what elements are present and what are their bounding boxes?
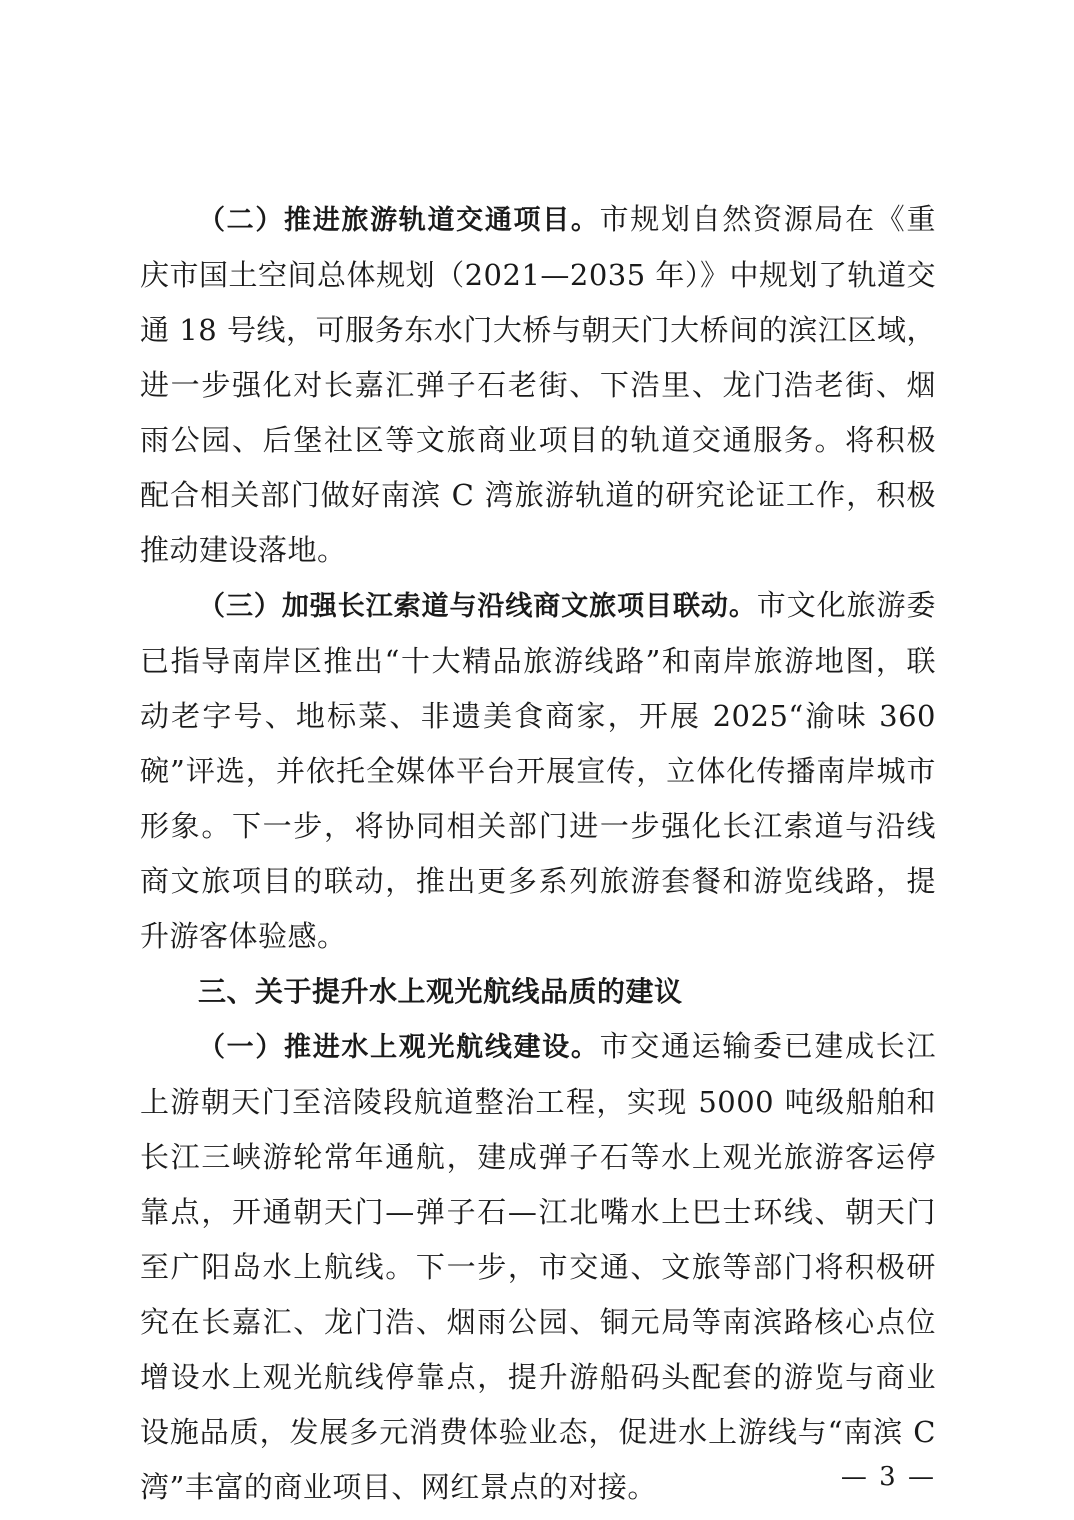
page-number: — 3 —: [840, 1462, 936, 1492]
document-body: [140, 192, 936, 1515]
paragraph-text: 市交通运输委已建成长江上游朝天门至涪陵段航道整治工程，实现 5000 吨级船舶和长江三峡游轮常年通航，建成弹子石等水上观光旅游客运停靠点，开通朝天门—弹子石—江北嘴水上巴士环线、朝天门至广阳岛水上航线。下一步，市交通、文旅等部门将积极研究在长嘉汇、龙门浩、烟雨公园、铜元局等南滨路核心点位增设水上观光航线停靠点，提升游船码头配套的游览与商业设施品质，发展多元消费体验业态，促进水上游线与“南滨 C 湾”丰富的商业项目、网红景点的对接。: [140, 1029, 936, 1504]
paragraph-text: 市文化旅游委已指导南岸区推出“十大精品旅游线路”和南岸旅游地图，联动老字号、地标菜、非遗美食商家，开展 2025“渝味 360 碗”评选，并依托全媒体平台开展宣传，立体化传播南岸城市形象。下一步，将协同相关部门进一步强化长江索道与沿线商文旅项目的联动，推出更多系列旅游套餐和游览线路，提升游客体验感。: [140, 588, 936, 953]
paragraph-rail-transit: [140, 192, 936, 578]
section-heading: 三、关于提升水上观光航线品质的建议: [198, 975, 683, 1008]
paragraph-lead: （二）推进旅游轨道交通项目。: [198, 205, 600, 236]
paragraph-text: 市规划自然资源局在《重庆市国土空间总体规划（2021—2035 年）》中规划了轨道交通 18 号线，可服务东水门大桥与朝天门大桥间的滨江区域，进一步强化对长嘉汇弹子石老街、下浩里、龙门浩老街、烟雨公园、后堡社区等文旅商业项目的轨道交通服务。将积极配合相关部门做好南滨 C 湾旅游轨道的研究论证工作，积极推动建设落地。: [140, 202, 936, 567]
paragraph-lead: （三）加强长江索道与沿线商文旅项目联动。: [198, 591, 757, 622]
paragraph-cableway-linkage: [140, 578, 936, 964]
paragraph-lead: （一）推进水上观光航线建设。: [198, 1032, 600, 1063]
paragraph-water-routes: [140, 1019, 936, 1515]
